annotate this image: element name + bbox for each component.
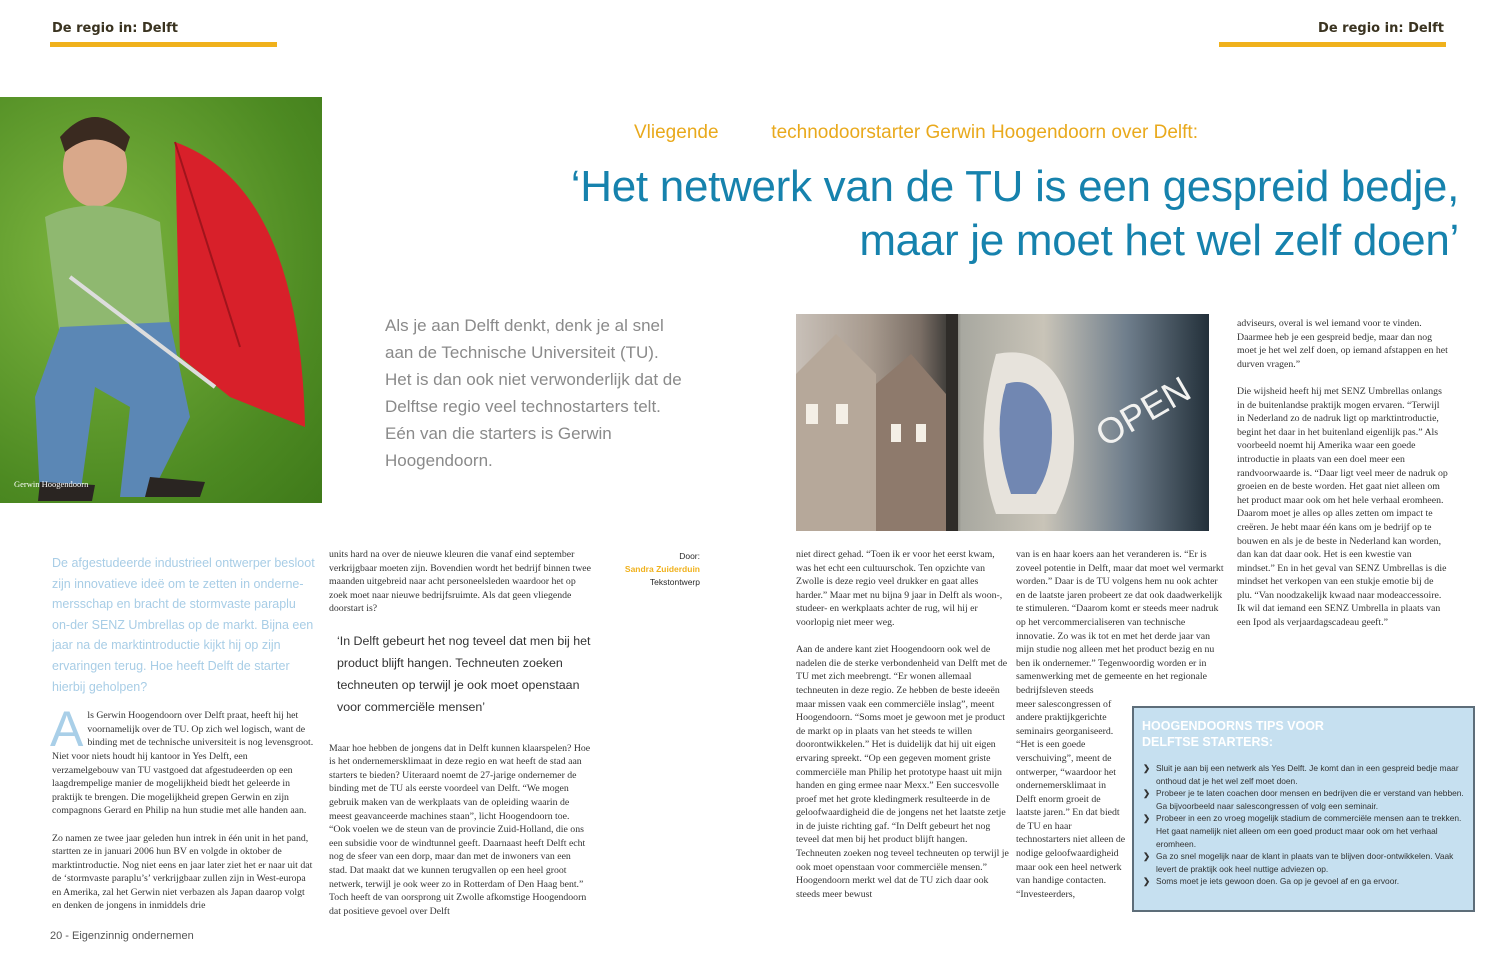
paragraph: niet direct gehad. “Toen ik er voor het eerst kwam, was het echt een cultuurschok. Ten opzichte van Zwolle is deze regio veel drukker en gaat alles harder.” Maar met nu bijna 9 jaar in Delft als woon-, studeer- en werkplaats achter de rug, wil hij er voorlopig niet meer weg. [796, 549, 1003, 628]
paragraph: Zo namen ze twee jaar geleden hun intrek in één unit in het pand, startten ze in januari 2006 hun BV en volgde in oktober de marktintroductie. Nog niet eens en jaar later ziet het er naar uit dat de ‘stormvaste paraplu’s’ verkrijgbaar zullen zijn in West-europa en Amerika, zal het Gerwin niet verbazen als Japan daarop volgt en denken de jongens in inmiddels drie [52, 832, 313, 912]
page-footer: 20 - Eigenzinnig ondernemen [50, 930, 194, 942]
headline-line-2: maar je moet het wel zelf doen’ [859, 216, 1459, 265]
column-1-flow [52, 553, 316, 927]
section-header-right: De regio in: Delft [1318, 21, 1444, 36]
chevron-right-icon: ❯ [1143, 851, 1151, 862]
headline-line-1: ‘Het netwerk van de TU is een gespreid bedje, [570, 162, 1459, 211]
section-header-left: De regio in: Delft [52, 21, 178, 36]
tips-list [1142, 762, 1465, 888]
article-headline [571, 160, 1459, 268]
column-2-top [329, 548, 591, 616]
paragraph: Die wijsheid heeft hij met SENZ Umbrellas onlangs in de buitenlandse praktijk mogen ervaren. “Terwijl in Nederland zo de nadruk ligt op marktintroductie, begint het daar in het buitenland eigenlijk pas.” Als voorbeeld noemt hij Amerika waar een goede introductie in plaats van een doel meer een randvoorwaarde is. “Daar ligt veel meer de nadruk op groeien en de beste worden. Het gaat niet alleen om het product maar ook om het hele verhaal eromheen. Daarom moet je alles op alles zetten om impact te creëren. Je hebt maar één kans om je bedrijf op te bouwen en als je de beste in Nederland kan worden, dan kan dat daar ook. Het is een kwestie van mindset.” En in het geval van SENZ Umbrellas is die mindset het verkopen van een stukje emotie bij de plu. “Van noodzakelijk kwaad naar modeaccessoire. Ik wil dat iemand een SENZ Umbrella in plaats van een Ipod als verjaardagscadeau geeft.” [1237, 385, 1448, 629]
tip-text: Probeer in een zo vroeg mogelijk stadium de commerciële mensen aan te trekken. Het gaat namelijk niet alleen om een goed product maar ook om het verhaal eromheen. [1156, 813, 1462, 849]
tip-item [1142, 812, 1465, 850]
chevron-right-icon: ❯ [1143, 813, 1151, 824]
photo-caption: Gerwin Hoogendoorn [14, 479, 89, 489]
tips-title: HOOGENDOORNS TIPS VOOR DELFTSE STARTERS: [1142, 719, 1324, 749]
column-1 [50, 701, 316, 913]
delft-scene-illustration [796, 314, 1209, 531]
chevron-right-icon: ❯ [1143, 788, 1151, 799]
tip-text: Sluit je aan bij een netwerk als Yes Delft. Je komt dan in een gespreid bedje maar onthoud dat je het wel zelf moet doen. [1156, 763, 1459, 786]
open-sign-text: OPEN [1088, 368, 1198, 455]
byline-label: Door: [679, 551, 700, 561]
man-with-umbrella-illustration [0, 97, 322, 503]
tip-item [1142, 762, 1465, 787]
tip-item [1142, 875, 1465, 888]
column-2-bottom [329, 742, 591, 919]
lead-paragraph: Als je aan Delft denkt, denk je al snel aan de Technische Universiteit (TU). Het is dan ook niet verwonderlijk dat de Delftse regio veel technostarters telt. Eén van die starters is Gerwin Hoogendoorn. [385, 316, 682, 470]
paragraph: meer salescongressen of andere praktijkgerichte seminairs georganiseerd. “Het is een goede verschuiving”, meent de ontwerper, “waardoor het ondernemersklimaat in Delft enorm groeit de laatste jaren.” En dat biedt de TU en haar technostarters niet alleen de nodige geloofwaardigheid maar ook een heel netwerk van handige contacten. “Investeerders, [1016, 698, 1126, 900]
tip-text: Soms moet je iets gewoon doen. Ga op je gevoel af en ga ervoor. [1156, 876, 1400, 887]
header-rule-left [50, 42, 277, 47]
chevron-right-icon: ❯ [1143, 763, 1151, 773]
header-rule-right [1219, 42, 1446, 47]
tip-item [1142, 850, 1465, 875]
paragraph: Maar hoe hebben de jongens dat in Delft kunnen klaarspelen? Hoe is het ondernemersklimaat in deze regio en wat heeft de stad aan starters te bieden? Uiteraard noemt de 27-jarige ondernemer de binding met de TU als eerste voordeel van Delft. “We mogen gebruik maken van de werkplaats van de opleiding waarin de meest geavanceerde machines staan”, licht Hoogendoorn toe. “Ook voelen we de steun van de provincie Zuid-Holland, die ons een subsidie voor de windtunnel geeft. Daarnaast heeft Delft echt nog de sfeer van een dorp, maar dan met de inwoners van een stad. Dat maakt dat we kunnen terugvallen op een heel groot netwerk, terwijl je ook weer zo in Rotterdam of Den Haag bent.” Toch heeft de van oorsprong uit Zwolle afkomstige Hoogendoorn dat positieve gevoel over Delft [329, 742, 591, 917]
paragraph: units hard na over de nieuwe kleuren die vanaf eind september verkrijgbaar moeten zijn. Bovendien wordt het bedrijf binnen twee maanden uitgebreid naar acht personeelsleden waardoor het op zoek moet naar nieuwe bedrijfsruimte. Als dat geen vliegende doorstart is? [329, 549, 591, 615]
chevron-right-icon: ❯ [1143, 876, 1151, 887]
tip-item [1142, 787, 1465, 812]
drop-cap: A [50, 701, 84, 758]
paragraph-text: ls Gerwin Hoogendoorn over Delft praat, heeft hij het voornamelijk over de TU. Op zich wel logisch, want de binding met de technische universiteit is nog levensgroot. Niet voor niets houdt hij kantoor in Yes Delft, een verzamelgebouw van TU vastgoed dat afgestudeerden op een laagdrempelige manier de mogelijkheid biedt het geleerde in praktijk te brengen. Die mogelijkheid grepen Gerwin en zijn compagnons Gerard en Philip na hun studie met alle handen aan. [52, 710, 314, 817]
paragraph: adviseurs, overal is wel iemand voor te vinden. Daarmee heb je een gespreid bedje, maar dan nog moet je het wel zelf doen, op iemand afstappen en het durven vragen.” [1237, 318, 1448, 370]
pull-quote: ‘In Delft gebeurt het nog teveel dat men bij het product blijft hangen. Techneuten zoeken techneuten op terwijl je ook moet openstaan voor commerciële mensen’ [337, 633, 591, 714]
column-3 [796, 548, 1010, 915]
column-5 [1237, 317, 1449, 643]
tip-text: Probeer je te laten coachen door mensen en bedrijven die er verstand van hebben. Ga bijvoorbeeld naar salescongressen of volg een seminair. [1156, 788, 1464, 811]
intro-paragraph: De afgestudeerde industrieel ontwerper besloot zijn innovatieve ideë om te zetten in onderne-mersschap en bracht de stormvaste paraplu on-der SENZ Umbrellas op de markt. Bijna een jaar na de marktintroductie kijkt hij op zijn ervaringen terug. Hoe heeft Delft de starter hierbij geholpen? [52, 556, 315, 694]
article-kicker: Vliegende technodoorstarter Gerwin Hoogendoorn over Delft: [634, 122, 1198, 143]
byline-role: Tekstontwerp [649, 577, 700, 587]
byline-author: Sandra Zuiderduin [624, 564, 700, 574]
paragraph: Aan de andere kant ziet Hoogendoorn ook wel de nadelen die de sterke verbondenheid van Delft met de TU met zich meebrengt. “Er wonen allemaal techneuten in deze regio. Ze hebben de beste ideeën maar missen vaak een commerciële inslag”, meent Hoogendoorn. “Soms moet je gewoon met je product de markt op in plaats van het steeds te willen doorontwikkelen.” Het is duidelijk dat hij uit eigen ervaring spreekt. “Op een gegeven moment griste commerciële man Philip het prototype haast uit mijn handen en ging ermee naar Mexx.” Een succesvolle proef met het grote kledingmerk resulteerde in de geloofwaardigheid die de jongens net het laatste zetje in de juiste richting gaf. “In Delft gebeurt het nog teveel dat men bij het product blijft hangen. Techneuten zoeken nog teveel techneuten op terwijl je ook moet openstaan voor commerciële mensen.” Hoogendoorn merkt wel dat de TU zich daar ook steeds meer bewust [796, 644, 1009, 900]
tips-box [1132, 706, 1475, 912]
column-2-flow [329, 548, 591, 932]
byline [600, 550, 700, 589]
portrait-photo [0, 97, 322, 503]
paragraph: van is en haar koers aan het veranderen is. “Er is zoveel potentie in Delft, maar dat moet wel vermarkt worden.” Daar is de TU volgens hem nu ook achter en de laatste jaren probeert ze dat ook daadwerkelijk te stimuleren. “Daarom komt er steeds meer nadruk op het vercommercialiseren van technische innovatie. Zo was ik tot en met het derde jaar van mijn studie nog alleen met het product bezig en nu ben ik ondernemer.” Tegenwoordig worden er in samenwerking met de gemeente en het regionale bedrijfsleven steeds [1016, 549, 1224, 696]
paragraph [50, 701, 316, 818]
delft-street-photo [796, 314, 1209, 531]
tip-text: Ga zo snel mogelijk naar de klant in plaats van te blijven door-ontwikkelen. Vaak levert de praktijk ook heel nuttige adviezen op. [1156, 851, 1454, 874]
